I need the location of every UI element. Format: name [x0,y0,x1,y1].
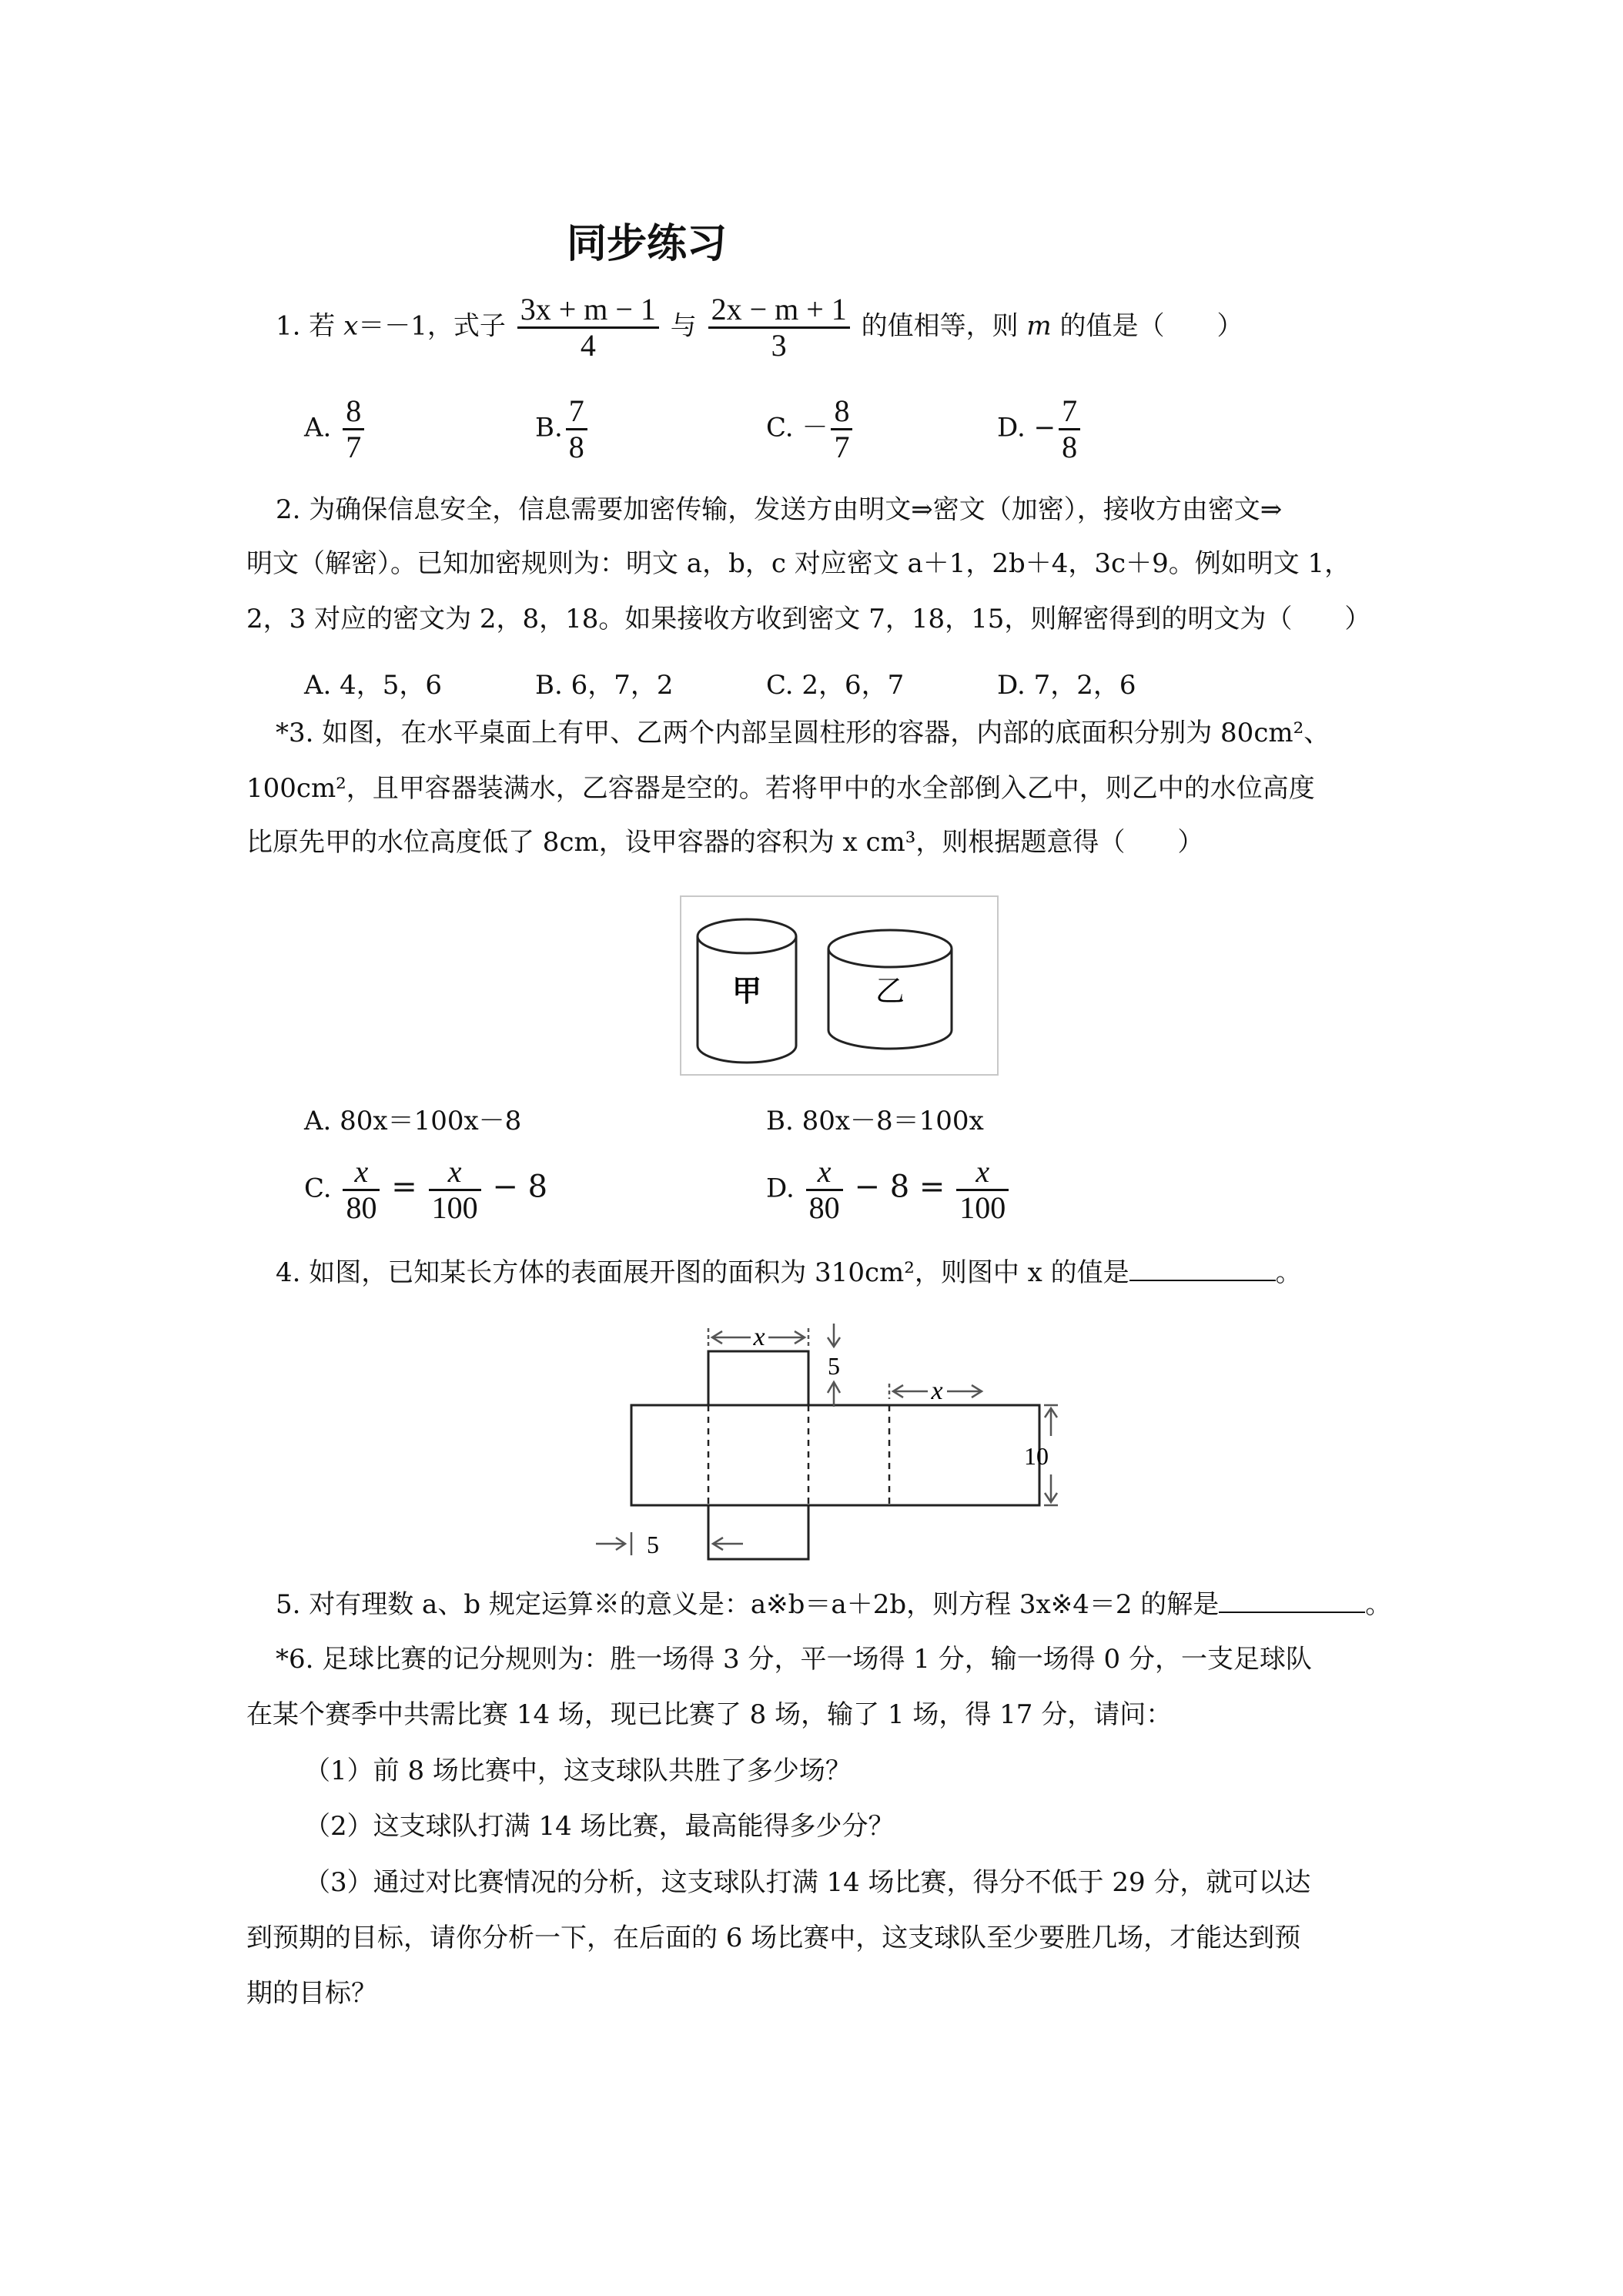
q2-option-b: B. 6，7，2 [535,670,674,701]
q1-x: x [343,310,359,342]
q1-fraction-1 [517,293,659,363]
q1-opt-d-den: 8 [1062,430,1078,464]
q1-option-a [304,394,367,464]
q1-opt-c-label: C. [766,412,794,443]
q2-line-3: 2，3 对应的密文为 2，8，18。如果接收方收到密文 7，18，15，则解密得到的明文为（ ） [246,604,1371,634]
q6-line-2: 在某个赛季中共需比赛 14 场，现已比赛了 8 场，输了 1 场，得 17 分，请问： [246,1699,1173,1730]
q1-opt-c-num: 8 [831,394,852,430]
q3-option-a: A. 80x＝100x－8 [304,1106,522,1136]
q6-line-1: *6. 足球比赛的记分规则为：胜一场得 3 分，平一场得 1 分，输一场得 0 分，一支足球队 [276,1644,1312,1675]
q3-opt-d-frac-2 [956,1155,1009,1225]
q6-sub-3-line-1: （3）通过对比赛情况的分析，这支球队打满 14 场比赛，得分不低于 29 分，就可以达 [304,1867,1311,1898]
q3-opt-c-tail: − 8 [492,1169,548,1205]
q1-option-b [535,394,591,464]
q2-option-d: D. 7，2，6 [997,670,1136,701]
q1-opt-a-num: 8 [343,394,364,430]
dim-x-right-label: x [931,1377,943,1405]
q1-f2-den: 3 [771,328,787,363]
dim-5-bottom-label: 5 [647,1531,659,1558]
q1-opt-c-den: 7 [834,430,850,464]
q3-opt-d-frac-1 [806,1155,843,1225]
dim-5-bottom [596,1532,743,1555]
q1-m: m [1026,310,1052,342]
q1-opt-d-label: D. [997,412,1026,443]
q6-sub-2: （2）这支球队打满 14 场比赛，最高能得多少分？ [304,1811,895,1842]
question-5 [276,1591,1391,1618]
q3-opt-c-eq: = [391,1169,417,1205]
dim-x-top-label: x [753,1323,765,1351]
q5-end: 。 [1365,1589,1392,1620]
question-4 [276,1257,1302,1288]
dim-5-vertical-label: 5 [828,1352,840,1380]
q1-cond: ＝－1，式子 [358,310,506,342]
q1-opt-c-frac [831,394,852,464]
q1-opt-b-num: 7 [566,394,587,430]
q2-line-1: 2. 为确保信息安全，信息需要加密传输，发送方由明文⇒密文（加密），接收方由密文⇒ [276,494,1283,525]
cylinder-yi [828,930,952,1049]
q1-opt-d-num: 7 [1059,394,1080,430]
q3-opt-c-label: C. [304,1173,332,1204]
q3-line-3: 比原先甲的水位高度低了 8cm，设甲容器的容积为 x cm³，则根据题意得（ ） [246,827,1204,858]
q3-opt-c-d1: 80 [346,1190,377,1225]
q3-option-b: B. 80x－8＝100x [766,1106,984,1136]
q1-option-c [766,394,855,464]
q1-f1-num: 3x + m − 1 [517,293,659,329]
net-fold-lines [708,1405,889,1505]
cuboid-net-figure [585,1313,1062,1567]
q3-opt-c-frac-1 [343,1155,380,1225]
q4-end: 。 [1275,1257,1302,1288]
q4-answer-blank[interactable] [1129,1280,1276,1281]
question-1 [276,293,1243,363]
q1-opt-a-frac [343,394,364,464]
q3-opt-d-d1: 80 [808,1190,840,1225]
cylinders-figure [678,893,1001,1078]
q1-f2-num: 2x − m + 1 [708,293,850,329]
cylinder-jia [698,919,796,1063]
q5-answer-blank[interactable] [1219,1612,1365,1613]
q1-opt-b-frac [566,394,587,464]
q3-opt-d-mid: − 8 = [854,1169,945,1205]
net-outline [631,1351,1039,1559]
q3-opt-d-label: D. [766,1173,795,1204]
q3-line-2: 100cm²，且甲容器装满水，乙容器是空的。若将甲中的水全部倒入乙中，则乙中的水位高度 [246,773,1315,804]
q3-opt-c-n1: x [343,1155,380,1191]
q1-fraction-2 [708,293,850,363]
q4-text: 4. 如图，已知某长方体的表面展开图的面积为 310cm²，则图中 x 的值是 [276,1257,1129,1288]
q6-sub-3-line-3: 期的目标？ [246,1978,377,2009]
q1-opt-d-frac [1059,394,1080,464]
q3-option-c [304,1155,547,1225]
q1-mid: 与 [670,310,697,342]
q1-opt-d-sign: − [1033,412,1056,443]
q3-opt-c-n2: x [429,1155,481,1191]
page-title: 同步练习 [566,221,727,267]
q1-opt-b-den: 8 [568,430,584,464]
q1-opt-a-label: A. [304,412,332,443]
q2-option-c: C. 2，6，7 [766,670,905,701]
q1-opt-c-sign: － [801,412,828,443]
q6-sub-1: （1）前 8 场比赛中，这支球队共胜了多少场？ [304,1755,852,1786]
q6-sub-3-line-2: 到预期的目标，请你分析一下，在后面的 6 场比赛中，这支球队至少要胜几场，才能达到预 [246,1923,1301,1953]
dim-10-label: 10 [1024,1442,1049,1470]
q3-opt-d-n1: x [806,1155,843,1191]
q1-opt-b-label: B. [535,412,563,443]
q2-line-2: 明文（解密）。已知加密规则为：明文 a，b，c 对应密文 a＋1，2b＋4，3c＋9。例如明文 1， [246,548,1351,579]
figure-border [681,896,998,1075]
q1-f1-den: 4 [580,328,596,363]
q3-opt-d-d2: 100 [959,1190,1006,1225]
q1-suffix-b: 的值是（ ） [1051,310,1243,342]
q1-option-d [997,394,1083,464]
q2-option-a: A. 4，5，6 [304,670,443,701]
q3-opt-d-n2: x [956,1155,1009,1191]
label-yi: 乙 [875,976,905,1008]
q5-text: 5. 对有理数 a、b 规定运算※的意义是：a※b＝a＋2b，则方程 3x※4＝2 的解是 [276,1589,1220,1620]
q3-opt-c-d2: 100 [431,1190,478,1225]
q1-suffix-a: 的值相等，则 [861,310,1027,342]
label-jia: 甲 [731,976,762,1008]
q1-opt-a-den: 7 [346,430,362,464]
q1-prefix: 1. 若 [276,310,344,342]
q3-line-1: *3. 如图，在水平桌面上有甲、乙两个内部呈圆柱形的容器，内部的底面积分别为 80cm²、 [276,718,1330,748]
q3-option-d [766,1155,1012,1225]
q3-opt-c-frac-2 [429,1155,481,1225]
